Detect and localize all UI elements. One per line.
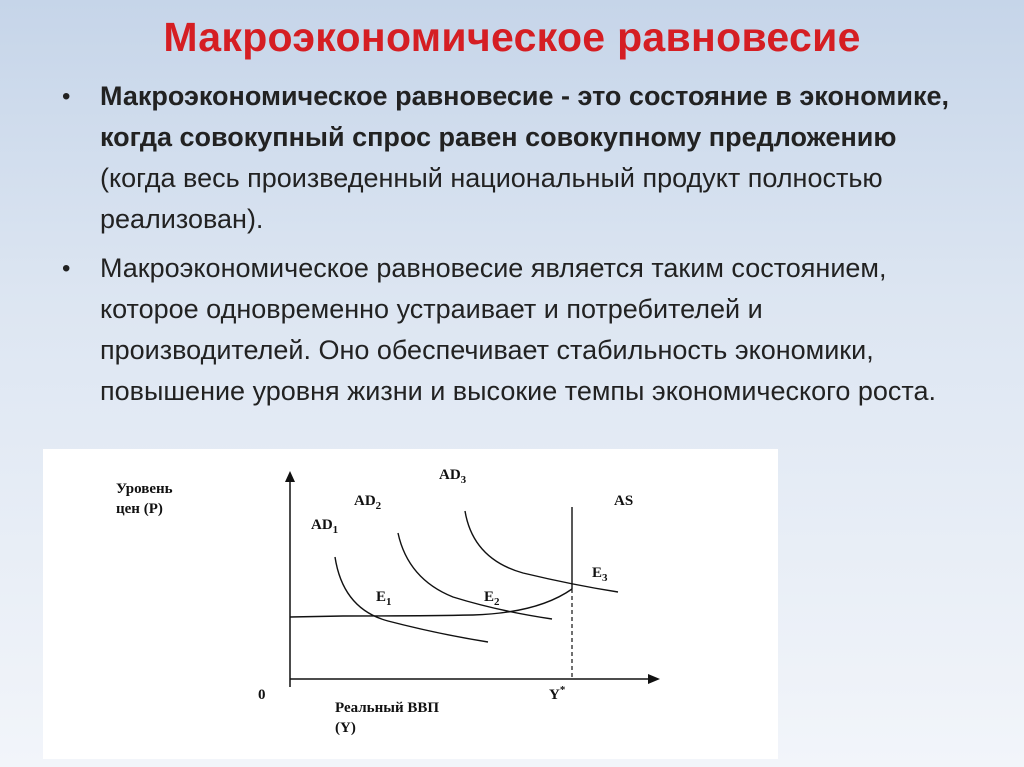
e2-base: E (484, 589, 495, 605)
bullet-dot-icon: • (62, 255, 71, 282)
ad1-label (311, 517, 338, 536)
e1-base: E (376, 589, 387, 605)
ad1-sub: 1 (332, 524, 339, 536)
definition-bold-text: Макроэкономическое равновесие - это состояние в экономике, когда совокупный спрос равен совокупному предложению (100, 81, 949, 152)
x-axis-label-line2: (Y) (335, 720, 356, 736)
e2-sub: 2 (494, 596, 500, 608)
ad3-base: AD (439, 467, 461, 483)
ad1-curve (335, 557, 488, 642)
diagram-svg (43, 449, 778, 759)
x-axis-arrow-icon (648, 674, 660, 684)
as-supply-curve (290, 589, 572, 617)
y-axis-label-line1: Уровень (116, 481, 173, 497)
ad2-curve (398, 533, 552, 619)
bullet-definition (62, 76, 962, 240)
y-axis-label-line2: цен (Р) (116, 501, 163, 517)
y-star-base: Y (549, 687, 560, 703)
origin-label: 0 (258, 687, 266, 703)
e3-label (592, 565, 608, 584)
y-star-sup: * (559, 684, 566, 696)
y-star-label (549, 684, 566, 703)
ad3-sub: 3 (460, 474, 467, 486)
y-axis-arrow-icon (285, 471, 295, 482)
ad2-sub: 2 (375, 500, 382, 512)
ad3-label (439, 467, 467, 486)
e1-label (376, 589, 392, 608)
bullet-dot-icon: • (62, 83, 71, 110)
bullet-list (62, 76, 962, 412)
slide-title: Макроэкономическое равновесие (163, 14, 861, 60)
equilibrium-diagram (43, 449, 778, 759)
bullet-description (62, 248, 962, 412)
e2-label (484, 589, 500, 608)
ad2-label (354, 493, 382, 512)
ad2-base: AD (354, 493, 376, 509)
definition-text: (когда весь произведенный национальный продукт полностью реализован). (100, 163, 883, 234)
e3-sub: 3 (602, 572, 608, 584)
description-text: Макроэкономическое равновесие является таким состоянием, которое одновременно устраивает и потребителей и производителей. Оно обеспечивает стабильность экономики, повышение уровня жизни и высокие темпы экономического роста. (100, 253, 937, 406)
e3-base: E (592, 565, 603, 581)
ad1-base: AD (311, 517, 333, 533)
x-axis-label-line1: Реальный ВВП (335, 700, 440, 716)
as-label: AS (614, 493, 634, 509)
e1-sub: 1 (386, 596, 392, 608)
